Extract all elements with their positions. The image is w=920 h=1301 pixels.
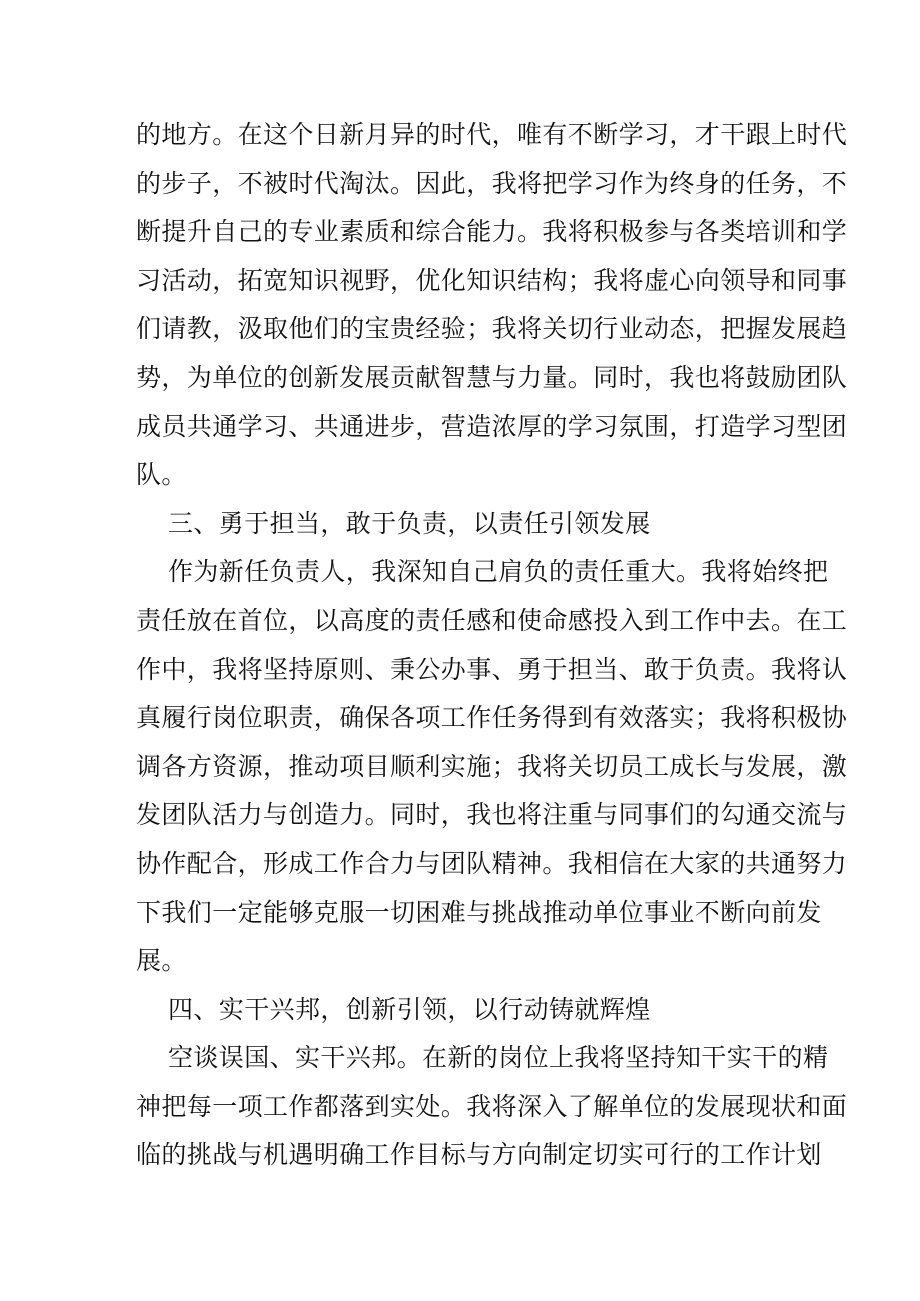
- text-line: 展。: [136, 946, 187, 976]
- text-line: 下我们一定能够克服一切困难与挑战推动单位事业不断向前发: [136, 897, 822, 927]
- text-line: 作中，我将坚持原则、秉公办事、勇于担当、敢于负责。我将认: [136, 654, 848, 684]
- text-line: 们请教，汲取他们的宝贵经验；我将关切行业动态，把握发展趋: [136, 314, 848, 344]
- text-line: 真履行岗位职责，确保各项工作任务得到有效落实；我将积极协: [136, 703, 848, 733]
- text-line: 势，为单位的创新发展贡献智慧与力量。同时，我也将鼓励团队: [136, 362, 848, 392]
- paragraph-start: 空谈误国、实干兴邦。在新的岗位上我将坚持知干实干的精: [168, 1043, 829, 1073]
- text-line: 临的挑战与机遇明确工作目标与方向制定切实可行的工作计划: [136, 1140, 822, 1170]
- text-line: 的地方。在这个日新月异的时代，唯有不断学习，才干跟上时代: [136, 120, 848, 149]
- text-line: 断提升自己的专业素质和综合能力。我将积极参与各类培训和学: [136, 217, 848, 247]
- text-line: 神把每一项工作都落到实处。我将深入了解单位的发展现状和面: [136, 1091, 848, 1121]
- text-line: 的步子，不被时代淘汰。因此，我将把学习作为终身的任务，不: [136, 168, 848, 198]
- text-line: 责任放在首位，以高度的责任感和使命感投入到工作中去。在工: [136, 605, 848, 635]
- text-line: 成员共通学习、共通进步，营造浓厚的学习氛围，打造学习型团: [136, 411, 848, 441]
- text-line: 调各方资源，推动项目顺利实施；我将关切员工成长与发展，激: [136, 751, 848, 781]
- body-text: [136, 111, 848, 1180]
- section-heading-4: 四、实干兴邦，创新引领，以行动铸就辉煌: [168, 994, 651, 1024]
- text-line: 协作配合，形成工作合力与团队精神。我相信在大家的共通努力: [136, 848, 848, 878]
- text-line: 队。: [136, 460, 187, 490]
- text-line: 习活动，拓宽知识视野，优化知识结构；我将虚心向领导和同事: [136, 265, 848, 295]
- section-heading-3: 三、勇于担当，敢于负责，以责任引领发展: [168, 508, 651, 538]
- paragraph-start: 作为新任负责人，我深知自己肩负的责任重大。我将始终把: [168, 557, 829, 587]
- text-line: 发团队活力与创造力。同时，我也将注重与同事们的勾通交流与: [136, 800, 848, 830]
